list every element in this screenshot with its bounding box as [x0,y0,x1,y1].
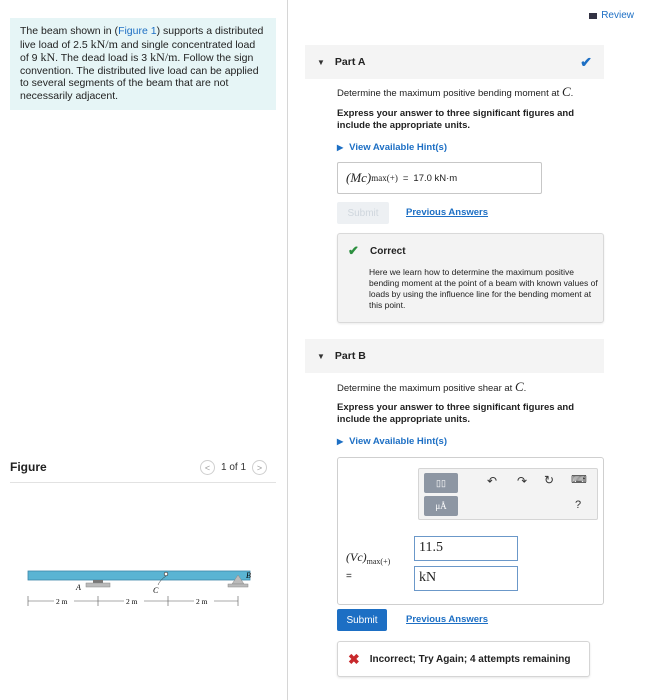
part-a-feedback: ✔ Correct Here we learn how to determine the maximum positive bending moment at the point of a beam with known values of loads by using the influence line for the bending moment at this point. [337,233,604,323]
collapse-icon: ▼ [317,351,325,361]
label-c: C [153,586,159,595]
figure-title: Figure [10,460,47,474]
part-a-previous-answers-link[interactable]: Previous Answers [406,207,489,218]
figure-pager [200,460,267,475]
figure-counter: 1 of 1 [221,462,247,473]
part-b-previous-answers-link[interactable]: Previous Answers [406,614,489,625]
collapse-icon: ▼ [317,57,325,67]
label-b: B [246,571,251,580]
panel-divider [287,0,288,700]
problem-statement: The beam shown in (Figure 1) supports a distributed live load of 2.5 kN/m and single concentrated load of 9 kN. The dead load is 3 kN/m. Follow the sign convention. The distributed live load can be applied to several segments of the beam that are not necessarily adjacent. [10,18,276,110]
part-a-header[interactable] [305,45,604,79]
unit-input[interactable]: kN [414,566,518,591]
caret-right-icon: ▶ [337,437,344,446]
part-a-hint-toggle[interactable]: ▶ View Available Hint(s) [337,142,447,153]
help-button[interactable]: ? [575,499,582,511]
checkmark-icon: ✔ [580,53,592,70]
value-input[interactable]: 11.5 [414,536,518,561]
part-a-submit-button[interactable]: Submit [337,202,389,224]
part-b-answer-editor [337,457,604,605]
part-a-answer: (Mc) max(+) = 17.0 kN·m [337,162,542,194]
part-b-lhs: $(Vc)_{max(+)}$ [346,550,391,566]
reset-icon[interactable]: ↻ [544,473,555,487]
figure-link[interactable]: Figure 1 [118,25,157,37]
part-b-title: Part B [334,350,366,362]
undo-icon[interactable]: ↶ [487,474,498,488]
beam-diagram [20,565,270,615]
part-b-question: Determine the maximum positive shear at C. [337,379,527,394]
part-b-feedback: ✖ Incorrect; Try Again; 4 attempts remaining [337,641,590,677]
part-b-submit-button[interactable]: Submit [337,609,387,631]
review-link[interactable]: Review [588,10,634,21]
part-b-header[interactable] [305,339,604,373]
dim-1: 2 m [56,597,68,606]
x-icon: ✖ [348,650,360,667]
math-toolbar [418,468,598,520]
keyboard-icon[interactable]: ⌨ [571,474,587,486]
part-a-question: Determine the maximum positive bending moment at C. [337,84,574,99]
figure-next-button[interactable]: > [252,460,267,475]
beam [28,571,250,580]
units-button[interactable]: μÅ [424,496,458,516]
figure-prev-button[interactable]: < [200,460,215,475]
part-a-instruction: Express your answer to three significant figures and include the appropriate units. [337,108,575,131]
support-a [86,580,110,587]
dim-2: 2 m [126,597,138,606]
label-a: A [76,583,81,592]
hinge-c [164,572,168,576]
beam-figure [20,565,270,615]
review-icon [588,13,597,19]
check-icon: ✔ [348,243,359,258]
figure-divider [10,482,276,483]
dim-3: 2 m [196,597,208,606]
part-b-instruction: Express your answer to three significant figures and include the appropriate units. [337,402,575,425]
part-a-title: Part A [334,56,366,68]
redo-icon[interactable]: ↷ [517,474,528,488]
equals-sign: = [346,571,352,582]
caret-right-icon: ▶ [337,143,344,152]
part-b-hint-toggle[interactable]: ▶ View Available Hint(s) [337,436,447,447]
part-a-answer-value: 17.0 kN·m [413,172,458,184]
templates-button[interactable]: ▯▯ [424,473,458,493]
